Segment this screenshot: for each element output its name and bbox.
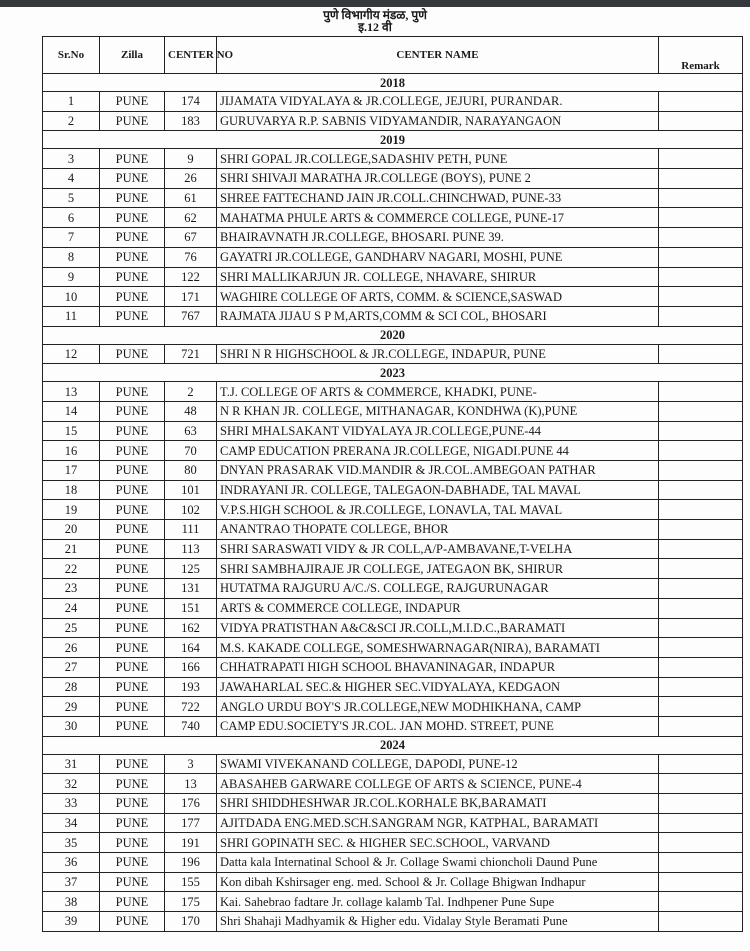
center-no-cell: 63 [165,421,217,441]
center-no-cell: 183 [165,111,217,131]
table-row [43,480,743,500]
center-no-cell: 70 [165,441,217,461]
zilla-cell: PUNE [100,92,165,112]
remark-cell [659,774,743,794]
table-row [43,794,743,814]
center-no-cell: 125 [165,559,217,579]
center-name-cell: ARTS & COMMERCE COLLEGE, INDAPUR [217,598,659,618]
zilla-cell: PUNE [100,813,165,833]
zilla-cell: PUNE [100,480,165,500]
center-no-cell: 722 [165,697,217,717]
centers-table [42,36,743,932]
center-name-cell: SHRI N R HIGHSCHOOL & JR.COLLEGE, INDAPUR, PUNE [217,344,659,364]
zilla-cell: PUNE [100,579,165,599]
remark-cell [659,401,743,421]
center-no-cell: 62 [165,208,217,228]
remark-cell [659,306,743,326]
center-name-cell: WAGHIRE COLLEGE OF ARTS, COMM. & SCIENCE,SASWAD [217,287,659,307]
table-row [43,677,743,697]
header-center-no: CENTER NO [165,37,217,74]
zilla-cell: PUNE [100,774,165,794]
header-sr-no: Sr.No [43,37,100,74]
center-no-cell: 176 [165,794,217,814]
center-no-cell: 76 [165,247,217,267]
zilla-cell: PUNE [100,912,165,932]
center-no-cell: 170 [165,912,217,932]
center-no-cell: 174 [165,92,217,112]
zilla-cell: PUNE [100,441,165,461]
center-no-cell: 740 [165,716,217,736]
center-name-cell: V.P.S.HIGH SCHOOL & JR.COLLEGE, LONAVLA, TAL MAVAL [217,500,659,520]
center-name-cell: Kon dibah Kshirsager eng. med. School & Jr. Collage Bhigwan Indhapur [217,872,659,892]
year-group-row [43,131,743,149]
center-name-cell: Shri Shahaji Madhyamik & Higher edu. Vidalay Style Beramati Pune [217,912,659,932]
remark-cell [659,892,743,912]
sr-no-cell: 15 [43,421,100,441]
year-group-row [43,364,743,382]
table-row [43,208,743,228]
table-row [43,500,743,520]
zilla-cell: PUNE [100,598,165,618]
zilla-cell: PUNE [100,111,165,131]
sr-no-cell: 30 [43,716,100,736]
center-no-cell: 196 [165,853,217,873]
sr-no-cell: 39 [43,912,100,932]
zilla-cell: PUNE [100,208,165,228]
sr-no-cell: 38 [43,892,100,912]
center-name-cell: HUTATMA RAJGURU A/C./S. COLLEGE, RAJGURUNAGAR [217,579,659,599]
center-name-cell: N R KHAN JR. COLLEGE, MITHANAGAR, KONDHWA (K),PUNE [217,401,659,421]
remark-cell [659,247,743,267]
table-row [43,598,743,618]
zilla-cell: PUNE [100,872,165,892]
zilla-cell: PUNE [100,539,165,559]
table-header-row [43,37,743,74]
remark-cell [659,421,743,441]
table-row [43,872,743,892]
center-no-cell: 102 [165,500,217,520]
remark-cell [659,853,743,873]
sr-no-cell: 12 [43,344,100,364]
year-label: 2024 [43,736,743,754]
zilla-cell: PUNE [100,794,165,814]
table-row [43,892,743,912]
sr-no-cell: 1 [43,92,100,112]
sr-no-cell: 5 [43,188,100,208]
table-row [43,247,743,267]
remark-cell [659,188,743,208]
center-name-cell: SHRI GOPAL JR.COLLEGE,SADASHIV PETH, PUNE [217,149,659,169]
remark-cell [659,169,743,189]
remark-cell [659,539,743,559]
center-no-cell: 162 [165,618,217,638]
center-no-cell: 2 [165,382,217,402]
zilla-cell: PUNE [100,716,165,736]
sr-no-cell: 25 [43,618,100,638]
sr-no-cell: 27 [43,657,100,677]
remark-cell [659,794,743,814]
remark-cell [659,579,743,599]
sr-no-cell: 4 [43,169,100,189]
remark-cell [659,520,743,540]
table-row [43,421,743,441]
year-label: 2018 [43,74,743,92]
center-name-cell: MAHATMA PHULE ARTS & COMMERCE COLLEGE, PUNE-17 [217,208,659,228]
remark-cell [659,480,743,500]
remark-cell [659,754,743,774]
center-name-cell: GURUVARYA R.P. SABNIS VIDYAMANDIR, NARAYANGAON [217,111,659,131]
center-no-cell: 191 [165,833,217,853]
table-row [43,287,743,307]
zilla-cell: PUNE [100,287,165,307]
zilla-cell: PUNE [100,188,165,208]
zilla-cell: PUNE [100,618,165,638]
remark-cell [659,912,743,932]
remark-cell [659,149,743,169]
table-row [43,754,743,774]
zilla-cell: PUNE [100,421,165,441]
center-no-cell: 171 [165,287,217,307]
table-row [43,539,743,559]
table-row [43,267,743,287]
zilla-cell: PUNE [100,306,165,326]
viewer-top-bar [0,0,750,7]
zilla-cell: PUNE [100,344,165,364]
table-row [43,111,743,131]
zilla-cell: PUNE [100,833,165,853]
year-label: 2020 [43,326,743,344]
remark-cell [659,228,743,248]
sr-no-cell: 16 [43,441,100,461]
sr-no-cell: 18 [43,480,100,500]
year-group-row [43,74,743,92]
zilla-cell: PUNE [100,754,165,774]
zilla-cell: PUNE [100,461,165,481]
remark-cell [659,382,743,402]
center-no-cell: 111 [165,520,217,540]
table-row [43,306,743,326]
remark-cell [659,598,743,618]
center-name-cell: DNYAN PRASARAK VID.MANDIR & JR.COL.AMBEGOAN PATHAR [217,461,659,481]
sr-no-cell: 37 [43,872,100,892]
sr-no-cell: 9 [43,267,100,287]
sr-no-cell: 8 [43,247,100,267]
zilla-cell: PUNE [100,853,165,873]
center-name-cell: VIDYA PRATISTHAN A&C&SCI JR.COLL,M.I.D.C.,BARAMATI [217,618,659,638]
center-no-cell: 131 [165,579,217,599]
sr-no-cell: 33 [43,794,100,814]
center-name-cell: SWAMI VIVEKANAND COLLEGE, DAPODI, PUNE-12 [217,754,659,774]
table-row [43,638,743,658]
center-name-cell: T.J. COLLEGE OF ARTS & COMMERCE, KHADKI, PUNE- [217,382,659,402]
center-no-cell: 193 [165,677,217,697]
header-remark: Remark [659,37,743,74]
zilla-cell: PUNE [100,677,165,697]
center-name-cell: INDRAYANI JR. COLLEGE, TALEGAON-DABHADE, TAL MAVAL [217,480,659,500]
sr-no-cell: 11 [43,306,100,326]
center-name-cell: CHHATRAPATI HIGH SCHOOL BHAVANINAGAR, INDAPUR [217,657,659,677]
remark-cell [659,111,743,131]
remark-cell [659,833,743,853]
table-row [43,441,743,461]
zilla-cell: PUNE [100,559,165,579]
header-center-name: CENTER NAME [217,37,659,74]
year-label: 2023 [43,364,743,382]
center-name-cell: ANANTRAO THOPATE COLLEGE, BHOR [217,520,659,540]
document-heading [0,9,750,33]
table-row [43,813,743,833]
remark-cell [659,461,743,481]
sr-no-cell: 35 [43,833,100,853]
table-row [43,401,743,421]
remark-cell [659,618,743,638]
center-no-cell: 67 [165,228,217,248]
remark-cell [659,657,743,677]
center-no-cell: 61 [165,188,217,208]
center-name-cell: SHRI SAMBHAJIRAJE JR COLLEGE, JATEGAON BK, SHIRUR [217,559,659,579]
center-name-cell: Kai. Sahebrao fadtare Jr. collage kalamb Tal. Indhpener Pune Supe [217,892,659,912]
zilla-cell: PUNE [100,228,165,248]
center-name-cell: BHAIRAVNATH JR.COLLEGE, BHOSARI. PUNE 39. [217,228,659,248]
sr-no-cell: 34 [43,813,100,833]
center-no-cell: 13 [165,774,217,794]
remark-cell [659,208,743,228]
center-name-cell: AJITDADA ENG.MED.SCH.SANGRAM NGR, KATPHAL, BARAMATI [217,813,659,833]
center-no-cell: 26 [165,169,217,189]
center-name-cell: JIJAMATA VIDYALAYA & JR.COLLEGE, JEJURI, PURANDAR. [217,92,659,112]
center-name-cell: SHRI GOPINATH SEC. & HIGHER SEC.SCHOOL, VARVAND [217,833,659,853]
center-no-cell: 767 [165,306,217,326]
table-row [43,618,743,638]
center-no-cell: 175 [165,892,217,912]
zilla-cell: PUNE [100,520,165,540]
zilla-cell: PUNE [100,382,165,402]
center-no-cell: 48 [165,401,217,421]
center-no-cell: 151 [165,598,217,618]
sr-no-cell: 7 [43,228,100,248]
table-row [43,92,743,112]
remark-cell [659,441,743,461]
remark-cell [659,500,743,520]
center-name-cell: SHRI SARASWATI VIDY & JR COLL,A/P-AMBAVANE,T-VELHA [217,539,659,559]
zilla-cell: PUNE [100,401,165,421]
center-no-cell: 101 [165,480,217,500]
sr-no-cell: 26 [43,638,100,658]
remark-cell [659,344,743,364]
center-name-cell: JAWAHARLAL SEC.& HIGHER SEC.VIDYALAYA, KEDGAON [217,677,659,697]
sr-no-cell: 31 [43,754,100,774]
zilla-cell: PUNE [100,657,165,677]
table-row [43,461,743,481]
header-zilla: Zilla [100,37,165,74]
sr-no-cell: 24 [43,598,100,618]
center-no-cell: 80 [165,461,217,481]
table-row [43,344,743,364]
center-name-cell: GAYATRI JR.COLLEGE, GANDHARV NAGARI, MOSHI, PUNE [217,247,659,267]
sr-no-cell: 36 [43,853,100,873]
zilla-cell: PUNE [100,149,165,169]
center-no-cell: 166 [165,657,217,677]
center-name-cell: SHRI SHIVAJI MARATHA JR.COLLEGE (BOYS), PUNE 2 [217,169,659,189]
table-row [43,657,743,677]
center-no-cell: 164 [165,638,217,658]
board-title: पुणे विभागीय मंडळ, पुणे [323,8,427,22]
center-no-cell: 122 [165,267,217,287]
class-subtitle: इ.12 वी [358,20,392,34]
table-row [43,382,743,402]
center-name-cell: CAMP EDUCATION PRERANA JR.COLLEGE, NIGADI.PUNE 44 [217,441,659,461]
center-name-cell: SHRI SHIDDHESHWAR JR.COL.KORHALE BK,BARAMATI [217,794,659,814]
table-row [43,559,743,579]
center-name-cell: RAJMATA JIJAU S P M,ARTS,COMM & SCI COL, BHOSARI [217,306,659,326]
center-no-cell: 721 [165,344,217,364]
sr-no-cell: 13 [43,382,100,402]
center-no-cell: 177 [165,813,217,833]
center-no-cell: 155 [165,872,217,892]
remark-cell [659,638,743,658]
table-row [43,912,743,932]
center-name-cell: SHREE FATTECHAND JAIN JR.COLL.CHINCHWAD, PUNE-33 [217,188,659,208]
zilla-cell: PUNE [100,638,165,658]
year-label: 2019 [43,131,743,149]
zilla-cell: PUNE [100,267,165,287]
sr-no-cell: 3 [43,149,100,169]
center-name-cell: SHRI MHALSAKANT VIDYALAYA JR.COLLEGE,PUNE-44 [217,421,659,441]
sr-no-cell: 17 [43,461,100,481]
zilla-cell: PUNE [100,247,165,267]
center-name-cell: SHRI MALLIKARJUN JR. COLLEGE, NHAVARE, SHIRUR [217,267,659,287]
table-row [43,697,743,717]
remark-cell [659,677,743,697]
remark-cell [659,559,743,579]
year-group-row [43,326,743,344]
remark-cell [659,267,743,287]
sr-no-cell: 29 [43,697,100,717]
zilla-cell: PUNE [100,500,165,520]
zilla-cell: PUNE [100,169,165,189]
sr-no-cell: 28 [43,677,100,697]
zilla-cell: PUNE [100,697,165,717]
table-row [43,853,743,873]
sr-no-cell: 14 [43,401,100,421]
table-row [43,716,743,736]
remark-cell [659,872,743,892]
center-no-cell: 3 [165,754,217,774]
table-row [43,579,743,599]
center-name-cell: ANGLO URDU BOY'S JR.COLLEGE,NEW MODHIKHANA, CAMP [217,697,659,717]
table-row [43,169,743,189]
sr-no-cell: 6 [43,208,100,228]
sr-no-cell: 10 [43,287,100,307]
sr-no-cell: 32 [43,774,100,794]
table-row [43,520,743,540]
sr-no-cell: 19 [43,500,100,520]
center-name-cell: ABASAHEB GARWARE COLLEGE OF ARTS & SCIENCE, PUNE-4 [217,774,659,794]
table-row [43,833,743,853]
center-name-cell: CAMP EDU.SOCIETY'S JR.COL. JAN MOHD. STREET, PUNE [217,716,659,736]
table-row [43,774,743,794]
sr-no-cell: 23 [43,579,100,599]
center-no-cell: 113 [165,539,217,559]
table-body [43,74,743,932]
remark-cell [659,813,743,833]
table-row [43,149,743,169]
remark-cell [659,287,743,307]
zilla-cell: PUNE [100,892,165,912]
center-name-cell: M.S. KAKADE COLLEGE, SOMESHWARNAGAR(NIRA), BARAMATI [217,638,659,658]
year-group-row [43,736,743,754]
center-no-cell: 9 [165,149,217,169]
sr-no-cell: 21 [43,539,100,559]
sr-no-cell: 20 [43,520,100,540]
remark-cell [659,92,743,112]
sr-no-cell: 22 [43,559,100,579]
remark-cell [659,716,743,736]
table-row [43,188,743,208]
sr-no-cell: 2 [43,111,100,131]
center-name-cell: Datta kala Internatinal School & Jr. Collage Swami chioncholi Daund Pune [217,853,659,873]
table-row [43,228,743,248]
remark-cell [659,697,743,717]
